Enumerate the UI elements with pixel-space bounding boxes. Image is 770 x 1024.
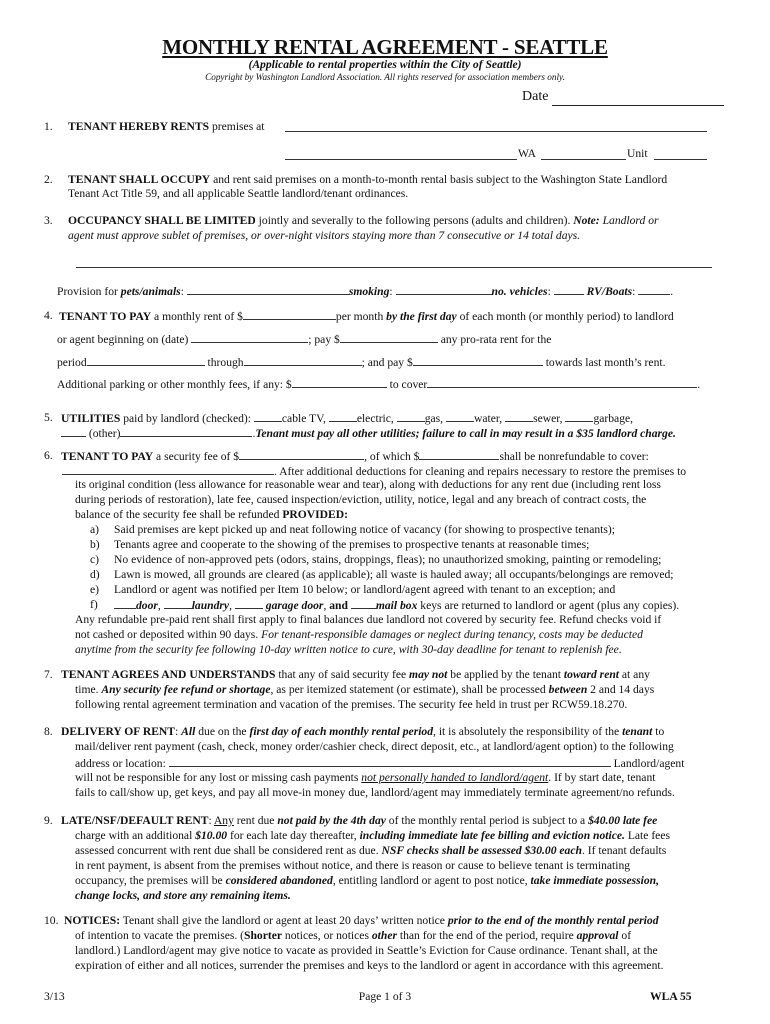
section-2-heading: TENANT SHALL OCCUPY — [68, 173, 211, 186]
section-10-line-4: expiration of either and all notices, surrender the premises and keys to the landlord or agent in accordance with this agreement. — [75, 959, 664, 972]
nonrefundable-fee-field[interactable] — [419, 449, 499, 460]
provided-item-a: Said premises are kept picked up and neat following notice of vacancy (for showing to prospective tenants); — [114, 523, 615, 536]
section-7-line-3: following rental agreement termination and vacation of the premises. The security fee held in trust per RCW59.18.270. — [75, 698, 628, 711]
rv-boats-label: RV/Boats — [586, 285, 633, 298]
section-9-line-2: charge with an additional $10.00 for each late day thereafter, including immediate late fee billing and eviction notice. Late fees — [75, 829, 670, 842]
provided-item-e: Landlord or agent was notified per Item 10 below; or landlord/agent agreed with tenant to an exception; and — [114, 583, 616, 596]
section-9-line-1: LATE/NSF/DEFAULT RENT: Any rent due not paid by the 4th day of the monthly rental period is subject to a $40.00 late fee — [61, 814, 658, 827]
provided-item-b-key: b) — [90, 538, 100, 551]
section-3-line-2: agent must approve sublet of premises, or over-night visitors staying more than 7 consecutive or 14 total days. — [68, 229, 581, 242]
section-6-line-5: balance of the security fee shall be refunded PROVIDED: — [75, 508, 349, 521]
unit-field[interactable] — [654, 159, 707, 160]
section-2-line-1: TENANT SHALL OCCUPY and rent said premises on a month-to-month rental basis subject to the Washington State Landlord — [68, 173, 668, 186]
unit-label: Unit — [627, 147, 648, 160]
wa-label: WA — [518, 147, 537, 160]
section-3-heading: OCCUPANCY SHALL BE LIMITED — [68, 214, 256, 227]
section-1-line-1: TENANT HEREBY RENTS premises at — [68, 120, 265, 133]
section-1-heading: TENANT HEREBY RENTS — [68, 120, 210, 133]
date-label: Date — [522, 89, 549, 104]
section-10-number: 10. — [44, 914, 59, 927]
section-6-line-4: during periods of restoration), late fee, caused inspection/eviction, utility, notice, legal and any breach of contract costs, the — [75, 493, 647, 506]
section-10-heading: NOTICES: — [64, 914, 121, 927]
parking-fee-field[interactable] — [292, 377, 387, 388]
section-7-line-1: TENANT AGREES AND UNDERSTANDS that any of said security fee may not be applied by the tenant toward rent at any — [61, 668, 650, 681]
nonrefundable-cover-field[interactable] — [62, 464, 274, 475]
section-4-heading: TENANT TO PAY — [59, 310, 152, 323]
provided-item-d: Lawn is mowed, all grounds are cleared (as applicable); all waste is hauled away; all occupants/belongings are removed; — [114, 568, 674, 581]
section-6-heading: TENANT TO PAY — [61, 450, 154, 463]
section-4-number: 4. — [44, 309, 53, 322]
form-revision: 3/13 — [44, 990, 65, 1003]
section-9-heading: LATE/NSF/DEFAULT RENT — [61, 814, 209, 827]
section-6-line-2: . After additional deductions for cleaning and repairs necessary to restore the premises to — [62, 464, 686, 479]
door-keys-field[interactable] — [114, 598, 136, 609]
section-7-number: 7. — [44, 668, 53, 681]
section-9-number: 9. — [44, 814, 53, 827]
last-month-rent-field[interactable] — [413, 355, 543, 366]
smoking-label: smoking — [348, 285, 390, 298]
section-6-line-8: anytime from the security fee following 10-day written notice to cure, with 30-day deadline for tenant to replenish fee. — [75, 643, 622, 656]
date-field[interactable] — [552, 105, 724, 106]
utility-water-check[interactable] — [446, 411, 474, 422]
section-7-heading: TENANT AGREES AND UNDERSTANDS — [61, 668, 276, 681]
section-4-line-1: TENANT TO PAY a monthly rent of $ per month by the first day of each month (or monthly period) to landlord — [59, 310, 674, 323]
utility-garbage-check[interactable] — [565, 411, 593, 422]
premises-address-field[interactable] — [285, 131, 707, 132]
section-8-line-3: address or location: Landlord/agent — [75, 757, 685, 770]
garage-keys-field[interactable] — [235, 598, 263, 609]
vehicles-field[interactable] — [554, 284, 584, 295]
section-4-line-2: or agent beginning on (date) ; pay $ any pro-rata rent for the — [57, 333, 552, 346]
section-5-number: 5. — [44, 411, 53, 424]
section-9-line-4: in rent payment, is absent from the premises without notice, and there is reason or cause to believe tenant is terminating — [75, 859, 631, 872]
section-5-heading: UTILITIES — [61, 412, 121, 425]
start-date-field[interactable] — [191, 332, 308, 343]
utility-other-check[interactable] — [61, 426, 86, 437]
section-2-line-2: Tenant Act Title 59, and all applicable Seattle landlord/tenant ordinances. — [68, 187, 409, 200]
section-3-number: 3. — [44, 214, 53, 227]
laundry-keys-field[interactable] — [164, 598, 192, 609]
parking-cover-field[interactable] — [427, 377, 697, 388]
pets-field[interactable] — [187, 284, 349, 295]
period-to-field[interactable] — [244, 355, 362, 366]
section-8-line-4: will not be responsible for any lost or missing cash payments not personally handed to landlord/agent. If by start date, tenant — [75, 771, 656, 784]
occupants-field[interactable] — [76, 267, 712, 268]
section-8-line-1: DELIVERY OF RENT: All due on the first day of each monthly rental period, it is absolutely the responsibility of the tenant to — [61, 725, 665, 738]
utility-sewer-check[interactable] — [505, 411, 533, 422]
provision-line: Provision for pets/animals: smoking: no. vehicles: RV/Boats: . — [57, 285, 674, 298]
rent-delivery-address-field[interactable] — [169, 756, 611, 767]
monthly-rent-field[interactable] — [243, 309, 336, 320]
document-title: MONTHLY RENTAL AGREEMENT - SEATTLE — [162, 35, 608, 59]
section-6-line-1: TENANT TO PAY a security fee of $ , of which $ shall be nonrefundable to cover: — [61, 450, 649, 463]
provided-item-f: door, laundry, garage door, and mail box keys are returned to landlord or agent (plus any copies). — [114, 598, 679, 613]
section-6-line-7: not cashed or deposited within 90 days. For tenant-responsible damages or neglect during tenancy, costs may be deducted — [75, 628, 643, 641]
section-6-line-3: its original condition (less allowance for reasonable wear and tear), along with deductions for any rent due (including rent loss — [75, 478, 661, 491]
utility-gas-check[interactable] — [397, 411, 425, 422]
form-code: WLA 55 — [650, 990, 692, 1003]
section-8-line-5: fails to call/show up, get keys, and pay all move-in money due, landlord/agent may immediately terminate agreement/no refunds. — [75, 786, 675, 799]
utility-cable-check[interactable] — [254, 411, 282, 422]
section-8-line-2: mail/deliver rent payment (cash, check, money order/cashier check, direct deposit, etc., at landlord/agent option) to the following — [75, 740, 674, 753]
document-subtitle: (Applicable to rental properties within the City of Seattle) — [248, 58, 522, 71]
provided-item-d-key: d) — [90, 568, 100, 581]
prorata-rent-field[interactable] — [340, 332, 438, 343]
provided-item-e-key: e) — [90, 583, 100, 596]
rv-boats-field[interactable] — [638, 284, 670, 295]
security-fee-field[interactable] — [239, 449, 364, 460]
utility-electric-check[interactable] — [329, 411, 357, 422]
section-7-line-2: time. Any security fee refund or shortage, as per itemized statement (or estimate), shall be processed between 2 and 14 days — [75, 683, 655, 696]
page-number: Page 1 of 3 — [358, 990, 412, 1003]
smoking-field[interactable] — [396, 284, 492, 295]
section-10-line-1: NOTICES: Tenant shall give the landlord or agent at least 20 days’ written notice prior to the end of the monthly rental period — [64, 914, 659, 927]
vehicles-label: no. vehicles — [491, 285, 548, 298]
section-6-line-6: Any refundable pre-paid rent shall first apply to final balances due landlord not covered by security fee. Refund checks void if — [75, 613, 662, 626]
section-5-line-1: UTILITIES paid by landlord (checked): cable TV, electric, gas, water, sewer, garbage, — [61, 412, 634, 425]
premises-city-field[interactable] — [285, 159, 517, 160]
mailbox-keys-field[interactable] — [351, 598, 376, 609]
section-8-number: 8. — [44, 725, 53, 738]
provided-item-c-key: c) — [90, 553, 100, 566]
section-9-line-5: occupancy, the premises will be considered abandoned, entitling landlord or agent to post notice, take immediate possession, — [75, 874, 660, 887]
section-4-line-3: period through ; and pay $ towards last month’s rent. — [57, 356, 666, 369]
section-3-line-1: OCCUPANCY SHALL BE LIMITED jointly and severally to the following persons (adults and children). Note: Landlord or — [68, 214, 659, 227]
section-9-line-3: assessed concurrent with rent due shall be considered rent as due. NSF checks shall be assessed $30.00 each. If tenant defaults — [75, 844, 667, 857]
copyright-notice: Copyright by Washington Landlord Association. All rights reserved for association members only. — [205, 72, 565, 82]
provided-item-b: Tenants agree and cooperate to the showing of the premises to prospective tenants at reasonable times; — [114, 538, 590, 551]
section-4-line-4: Additional parking or other monthly fees, if any: $ to cover . — [57, 378, 701, 391]
section-9-line-6: change locks, and store any remaining items. — [75, 889, 291, 902]
provided-item-f-key: f) — [90, 598, 98, 611]
zip-field[interactable] — [541, 159, 626, 160]
period-from-field[interactable] — [87, 355, 205, 366]
provided-item-a-key: a) — [90, 523, 100, 536]
section-2-number: 2. — [44, 173, 53, 186]
provided-item-c: No evidence of non-approved pets (odors, stains, droppings, fleas); no unauthorized smoking, painting or remodeling; — [114, 553, 662, 566]
section-6-number: 6. — [44, 449, 53, 462]
section-10-line-2: of intention to vacate the premises. (Shorter notices, or notices other than for the end of the period, require approval of — [75, 929, 632, 942]
section-8-heading: DELIVERY OF RENT — [61, 725, 176, 738]
pets-label: pets/animals — [120, 285, 181, 298]
section-10-line-3: landlord.) Landlord/agent may give notice to vacate as provided in Seattle’s Eviction for Cause ordinance. Tenant shall, at the — [75, 944, 658, 957]
section-5-line-2: (other) .Tenant must pay all other utilities; failure to call in may result in a $35 landlord charge. — [61, 426, 676, 441]
section-1-number: 1. — [44, 120, 53, 133]
utility-other-field[interactable] — [120, 426, 252, 437]
